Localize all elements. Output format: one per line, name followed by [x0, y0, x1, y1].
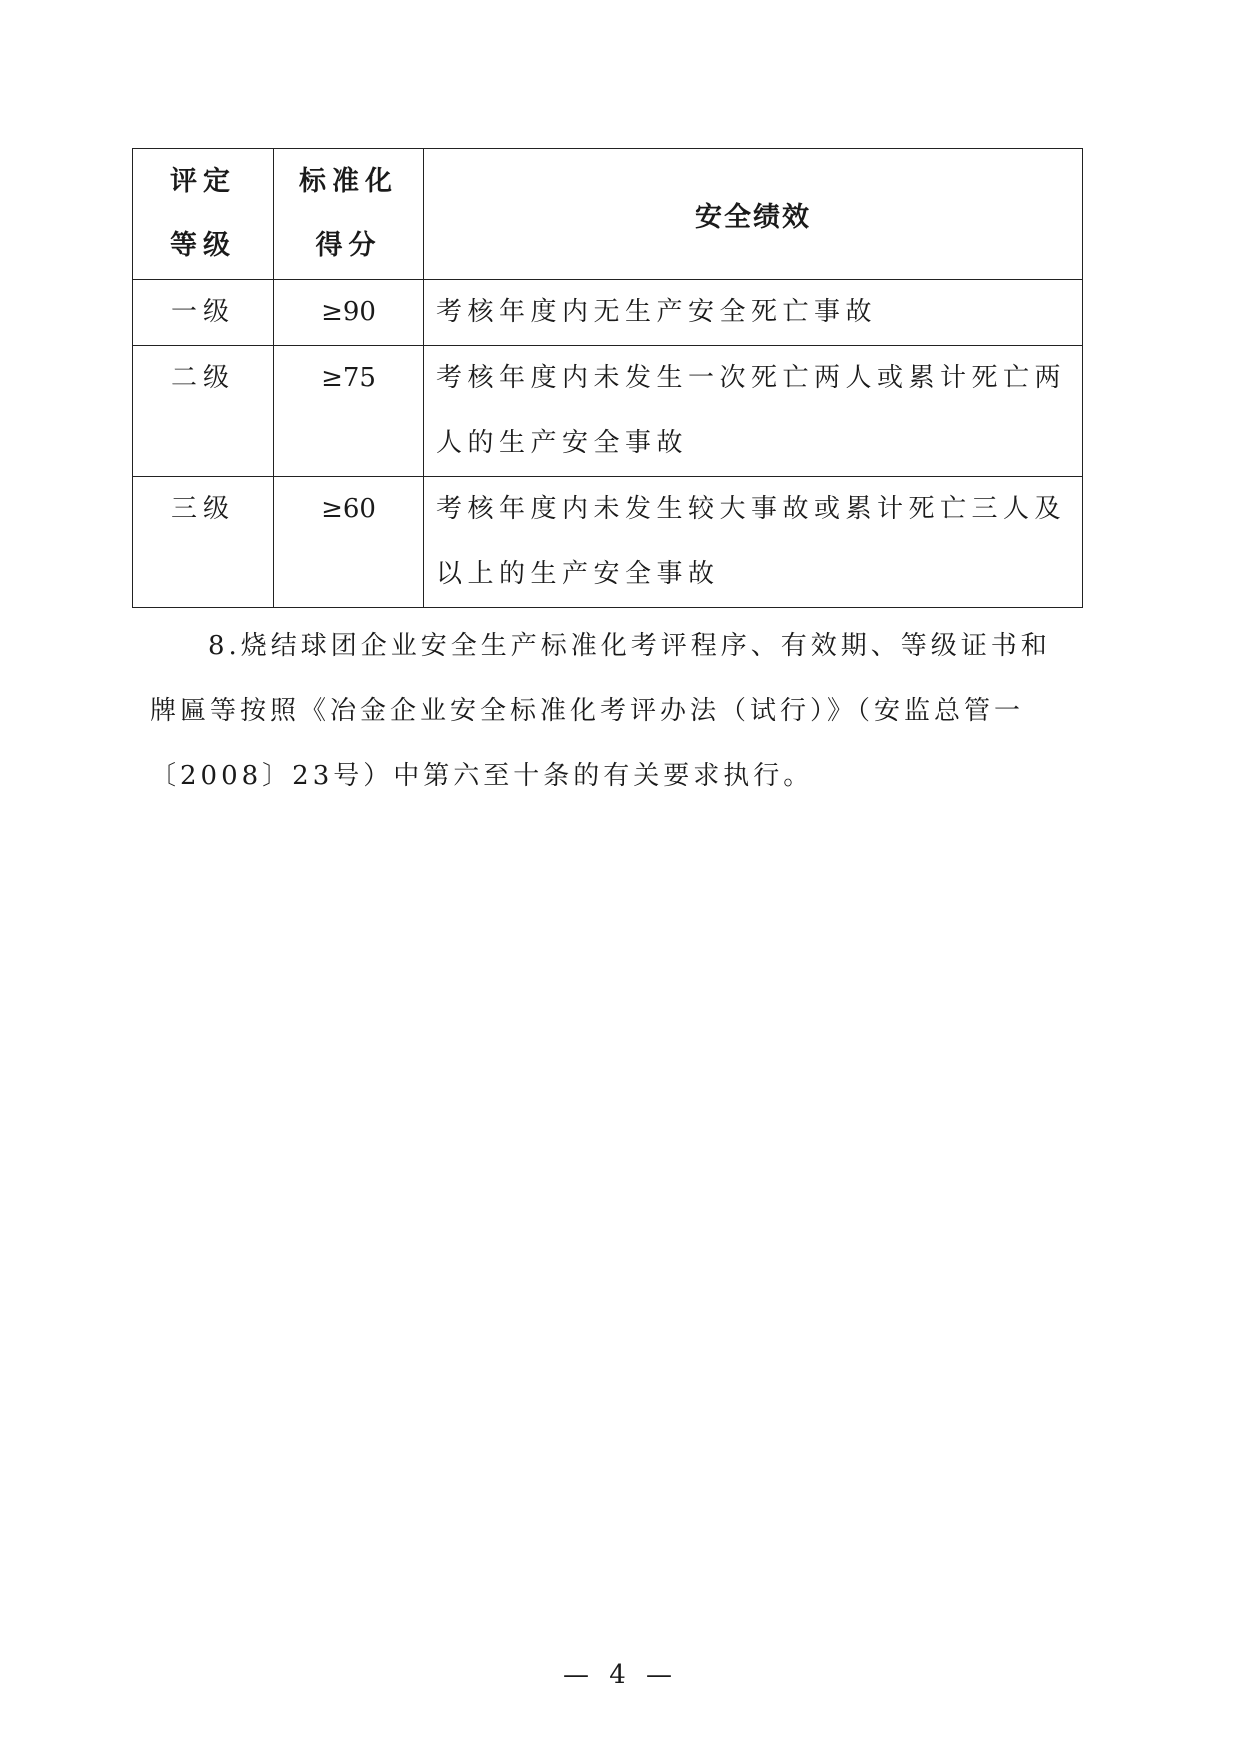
row-score: ≥60 — [274, 477, 424, 608]
row-grade: 三级 — [133, 477, 274, 608]
header-grade-line-1: 评定 — [170, 166, 236, 197]
header-grade-line-2: 等级 — [170, 230, 236, 261]
row-score: ≥75 — [274, 346, 424, 477]
table-row — [133, 346, 1083, 477]
header-score-line-1: 标准化 — [299, 166, 398, 197]
body-paragraph: 8.烧结球团企业安全生产标准化考评程序、有效期、等级证书和牌匾等按照《冶金企业安全标准化考评办法（试行）》（安监总管一〔2008〕23号）中第六至十条的有关要求执行。 — [150, 631, 1051, 791]
table-row — [133, 477, 1083, 608]
row-score: ≥90 — [274, 280, 424, 346]
header-score — [274, 149, 424, 280]
row-grade: 二级 — [133, 346, 274, 477]
row-performance: 考核年度内未发生较大事故或累计死亡三人及以上的生产安全事故 — [424, 477, 1083, 608]
header-grade — [133, 149, 274, 280]
grade-table — [132, 148, 1083, 608]
row-performance: 考核年度内未发生一次死亡两人或累计死亡两人的生产安全事故 — [424, 346, 1083, 477]
page-number: — 4 — — [562, 1660, 679, 1690]
table-row — [133, 280, 1083, 346]
header-performance: 安全绩效 — [424, 149, 1083, 280]
header-score-line-2: 得分 — [315, 230, 382, 261]
row-grade: 一级 — [133, 280, 274, 346]
row-performance: 考核年度内无生产安全死亡事故 — [424, 280, 1083, 346]
table-header-row — [133, 149, 1083, 280]
